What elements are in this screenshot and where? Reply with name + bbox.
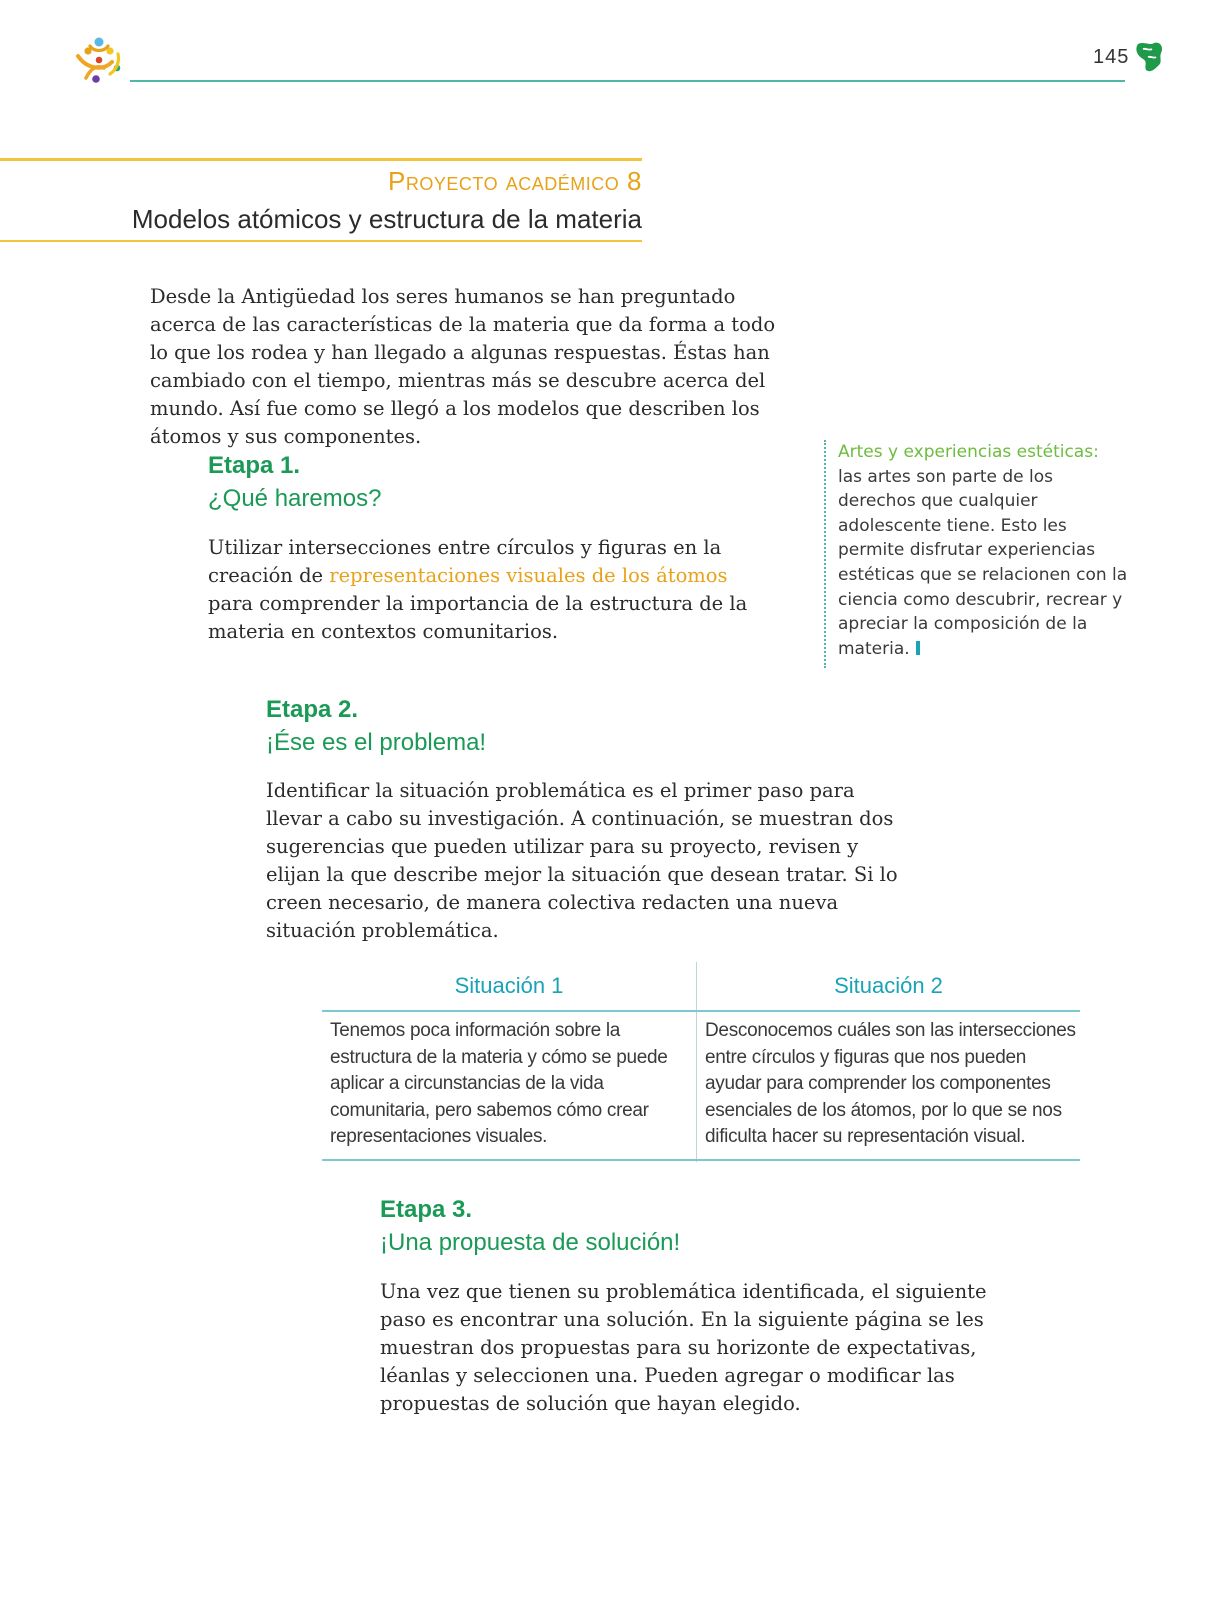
etapa-1-highlight-term: representaciones visuales de los átomos bbox=[329, 564, 728, 587]
etapa-1-text-after: para comprender la importancia de la estructura de la materia en contextos comunitarios. bbox=[208, 592, 748, 643]
table-bottom-rule bbox=[322, 1159, 1080, 1161]
colorful-people-logo-icon bbox=[72, 34, 126, 86]
header-divider bbox=[130, 80, 1125, 82]
etapa-1-text-before: Utilizar intersecciones entre círculos y figuras en la creación de bbox=[208, 536, 722, 587]
etapa-2-heading: Etapa 2. bbox=[266, 696, 359, 723]
etapa-1-subtitle: ¿Qué haremos? bbox=[208, 485, 382, 512]
title-bottom-rule bbox=[0, 240, 642, 242]
sidebar-text: las artes son parte de los derechos que cualquier adolescente tiene. Esto les permite disfrutar experiencias estéticas que se relacionen con la ciencia como descubrir, recrear y apreciar la composición de la materia. bbox=[838, 466, 1128, 659]
project-subtitle: Modelos atómicos y estructura de la materia bbox=[131, 204, 642, 234]
etapa-1-paragraph bbox=[208, 534, 778, 646]
table-cell-situacion-2: Desconocemos cuáles son las intersecciones entre círculos y figuras que nos pueden ayudar para comprender los componentes esenciales de los átomos, por lo que se nos dificulta hacer su representación visual. bbox=[705, 1020, 1076, 1147]
etapa-2-subtitle: ¡Ése es el problema! bbox=[266, 729, 487, 756]
title-top-rule bbox=[0, 158, 642, 161]
intro-paragraph: Desde la Antigüedad los seres humanos se han preguntado acerca de las características de la materia que da forma a todo lo que los rodea y han llegado a algunas respuestas. Éstas han cambiado con el tiempo, mientras más se descubre acerca del mundo. Así fue como se llegó a los modelos que describen los átomos y sus componentes. bbox=[150, 285, 776, 448]
table-header-situacion-2: Situación 2 bbox=[834, 973, 943, 998]
page-number: 145 bbox=[1093, 46, 1130, 68]
table-cell-situacion-1: Tenemos poca información sobre la estructura de la materia y cómo se puede aplicar a circunstancias de la vida comunitaria, pero sabemos cómo crear representaciones visuales. bbox=[330, 1020, 668, 1147]
etapa-3-heading: Etapa 3. bbox=[380, 1196, 473, 1223]
etapa-1-heading: Etapa 1. bbox=[208, 452, 301, 479]
etapa-2-paragraph: Identificar la situación problemática es el primer paso para llevar a cabo su investigación. A continuación, se muestran dos sugerencias que pueden utilizar para su proyecto, revisen y elijan la que describe mejor la situación que desean tratar. Si lo creen necesario, de manera colectiva redacten una nueva situación problemática. bbox=[266, 779, 898, 942]
sidebar-note bbox=[824, 440, 1128, 668]
table-header-rule bbox=[322, 1010, 1080, 1012]
project-title: Proyecto académico 8 bbox=[388, 166, 642, 196]
sidebar-term: Artes y experiencias estéticas: bbox=[838, 442, 1099, 462]
table-header-situacion-1: Situación 1 bbox=[454, 973, 564, 998]
etapa-3-paragraph: Una vez que tienen su problemática identificada, el siguiente paso es encontrar una solución. En la siguiente página se les muestran dos propuestas para su horizonte de expectativas, léanlas y seleccionen una. Pueden agregar o modificar las propuestas de solución que hayan elegido. bbox=[380, 1280, 987, 1415]
green-shape-icon bbox=[1134, 40, 1164, 74]
end-mark bbox=[916, 641, 920, 655]
situations-table bbox=[322, 962, 1080, 1162]
etapa-3-subtitle: ¡Una propuesta de solución! bbox=[380, 1229, 681, 1256]
